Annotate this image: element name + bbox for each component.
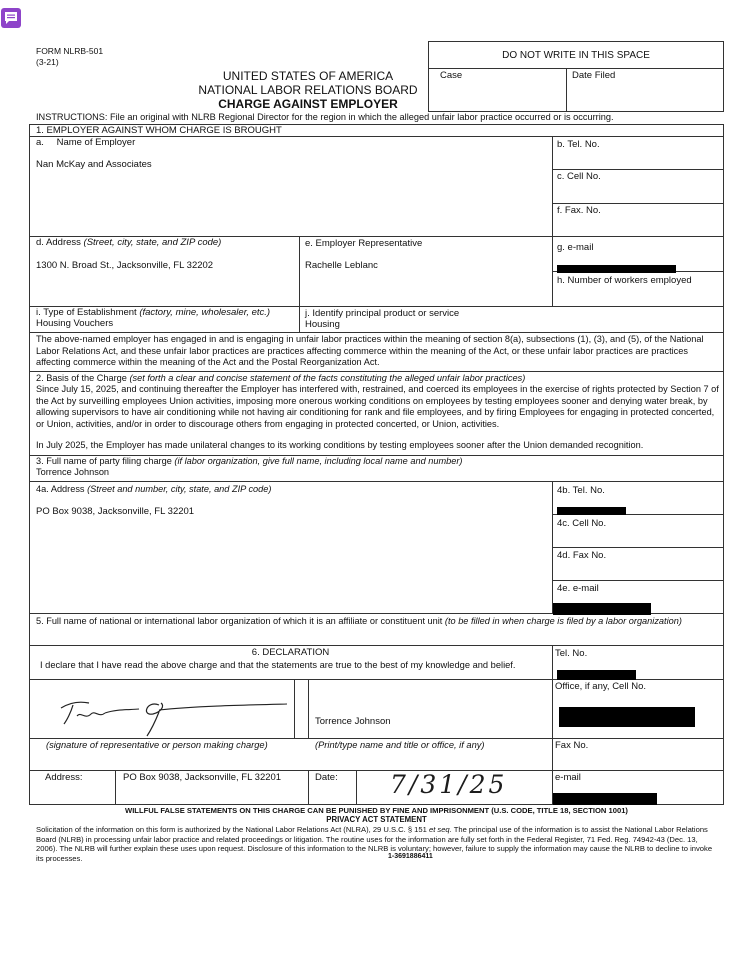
declaration-text: I declare that I have read the above charge and that the statements are true to the best of my knowledge and belief.: [40, 660, 516, 670]
party-label: [36, 456, 462, 467]
party-address-label-text: 4a. Address: [36, 484, 85, 494]
signature: [55, 690, 295, 738]
employer-address-label-text: d. Address: [36, 237, 81, 248]
false-statement-warning: WILLFUL FALSE STATEMENTS ON THIS CHARGE CAN BE PUNISHED BY FINE AND IMPRISONMENT (U.S. CODE, TITLE 18, SECTION 1001): [125, 806, 628, 815]
affiliate-hint: (to be filled in when charge is filed by a labor organization): [444, 616, 682, 626]
date-label: Date:: [315, 772, 338, 783]
party-value: Torrence Johnson: [36, 467, 110, 477]
establishment-label: [36, 307, 270, 318]
employer-address-value: 1300 N. Broad St., Jacksonville, FL 32202: [36, 260, 214, 271]
employer-tel-label: b. Tel. No.: [557, 139, 600, 150]
redaction-bar: [557, 265, 676, 273]
party-fax-label: 4d. Fax No.: [557, 550, 607, 561]
employer-name-value: Nan McKay and Associates: [36, 159, 152, 170]
case-label: Case: [440, 70, 463, 81]
declaration-title: 6. DECLARATION: [251, 647, 330, 658]
declarant-address-label: Address:: [45, 772, 83, 783]
employer-name-label-text: Name of Employer: [56, 137, 136, 148]
redaction-bar: [557, 507, 626, 515]
section1-header: 1. EMPLOYER AGAINST WHOM CHARGE IS BROUGHT: [36, 125, 282, 136]
redaction-bar: [559, 707, 695, 727]
declarant-address-value: PO Box 9038, Jacksonville, FL 32201: [123, 772, 282, 783]
privacy-act-text-2: The principal use of the information is to assist the National Labor Relations Board (NLRB) in processing unfair labor practice and related proceedings or litigation. The routine uses for the information are fully set forth in the Federal Register, 71 Fed. Reg. 74942-43 (Dec. 13, 2006). The NLRB will further explain these uses upon request. Disclosure of this information to the NLRB is voluntary; however, failure to supply the information may cause the NLRB to decline to invoke its processes.: [36, 825, 713, 863]
declarant-tel-label: Tel. No.: [555, 648, 588, 659]
establishment-hint: (factory, mine, wholesaler, etc.): [139, 307, 271, 318]
party-label-text: 3. Full name of party filing charge: [36, 456, 172, 466]
employer-address-hint: (Street, city, state, and ZIP code): [83, 237, 222, 248]
party-email-label: 4e. e-mail: [557, 583, 599, 594]
establishment-label-text: i. Type of Establishment: [36, 307, 137, 318]
office-box-header: DO NOT WRITE IN THIS SPACE: [502, 50, 650, 61]
form-revision: (3-21): [36, 57, 59, 67]
party-tel-label: 4b. Tel. No.: [557, 485, 605, 496]
ulp-statement: The above-named employer has engaged in and is engaging in unfair labor practices within the meaning of section 8(a), subsections (1), (3), and (5), of the National Labor Relations Act, and these unfair labor practices are practices affecting commerce within the meaning of the Act, or these unfair labor practices are practices affecting commerce within the meaning of the Act and the Postal Reorganization Act.: [36, 334, 704, 368]
instructions: INSTRUCTIONS: File an original with NLRB Regional Director for the region in which the alleged unfair labor practice occurred or is occurring.: [36, 112, 614, 122]
declarant-office-cell-label: Office, if any, Cell No.: [555, 681, 646, 692]
declarant-fax-label: Fax No.: [555, 740, 589, 751]
handwritten-date: 7/31/25: [390, 770, 508, 799]
redaction-bar: [553, 603, 651, 615]
basis-paragraph-1: Since July 15, 2025, and continuing thereafter the Employer has interfered with, restrained, and coerced its employees in the exercise of rights protected by Section 7 of the Act by surveilling employees Union activities, imposing more onerous working conditions on employees by testing employees sooner and denying water break, by allowing supervisors to have air conditioning while not having air conditioning for rank and file employees, and by firing Employees for engaging in protected concerted, or Union, activities, and/or in order to discourage others from engaging in protected concerted, or Union, activities.: [36, 384, 719, 429]
document-number: 1-3691886411: [388, 853, 433, 860]
signature-caption: (signature of representative or person making charge): [46, 740, 268, 750]
employer-name-letter: a.: [36, 137, 44, 148]
agency-line-1: UNITED STATES OF AMERICA: [222, 69, 394, 83]
declarant-email-label: e-mail: [555, 772, 581, 783]
party-address-value: PO Box 9038, Jacksonville, FL 32201: [36, 506, 195, 517]
employer-cell-label: c. Cell No.: [557, 171, 601, 182]
affiliate-label-text: 5. Full name of national or international labor organization of which it is an affiliate or constituent unit: [36, 616, 443, 626]
workers-label: h. Number of workers employed: [557, 275, 692, 286]
basis-paragraph-2: In July 2025, the Employer has made unilateral changes to its working conditions by testing employees sooner after the Union demanded recognition.: [36, 440, 644, 450]
party-address-hint: (Street and number, city, state, and ZIP code): [87, 484, 272, 494]
agency-line-2: NATIONAL LABOR RELATIONS BOARD: [198, 83, 418, 97]
form-number: FORM NLRB-501: [36, 46, 104, 56]
basis-label-text: 2. Basis of the Charge: [36, 373, 127, 383]
employer-rep-label: e. Employer Representative: [305, 238, 423, 249]
comment-icon[interactable]: [1, 8, 21, 28]
privacy-act-text-1: Solicitation of the information on this form is authorized by the National Labor Relations Act (NLRA), 29 U.S.C. § 151: [36, 825, 429, 834]
establishment-value: Housing Vouchers: [36, 318, 114, 329]
employer-fax-label: f. Fax. No.: [557, 205, 601, 216]
basis-label: [36, 373, 525, 384]
date-filed-label: Date Filed: [572, 70, 616, 81]
product-value: Housing: [305, 319, 340, 330]
affiliate-label: [36, 616, 682, 627]
party-cell-label: 4c. Cell No.: [557, 518, 607, 529]
employer-email-label: g. e-mail: [557, 242, 594, 253]
employer-address-label: [36, 237, 221, 248]
redaction-bar: [553, 793, 657, 805]
privacy-act-statement: [36, 825, 718, 863]
redaction-bar: [557, 670, 636, 680]
product-label: j. Identify principal product or service: [305, 308, 460, 319]
printed-name: Torrence Johnson: [315, 716, 391, 727]
employer-name-label: [36, 137, 135, 148]
print-name-caption: (Print/type name and title or office, if any): [315, 740, 485, 750]
privacy-act-title: PRIVACY ACT STATEMENT: [326, 815, 427, 824]
form-title: CHARGE AGAINST EMPLOYER: [218, 97, 398, 111]
party-address-label: [36, 484, 271, 495]
privacy-act-et-seq: et seq.: [428, 825, 452, 834]
employer-rep-value: Rachelle Leblanc: [305, 260, 378, 271]
basis-hint: (set forth a clear and concise statement of the facts constituting the alleged unfair labor practices): [129, 373, 526, 383]
party-hint: (if labor organization, give full name, including local name and number): [174, 456, 463, 466]
